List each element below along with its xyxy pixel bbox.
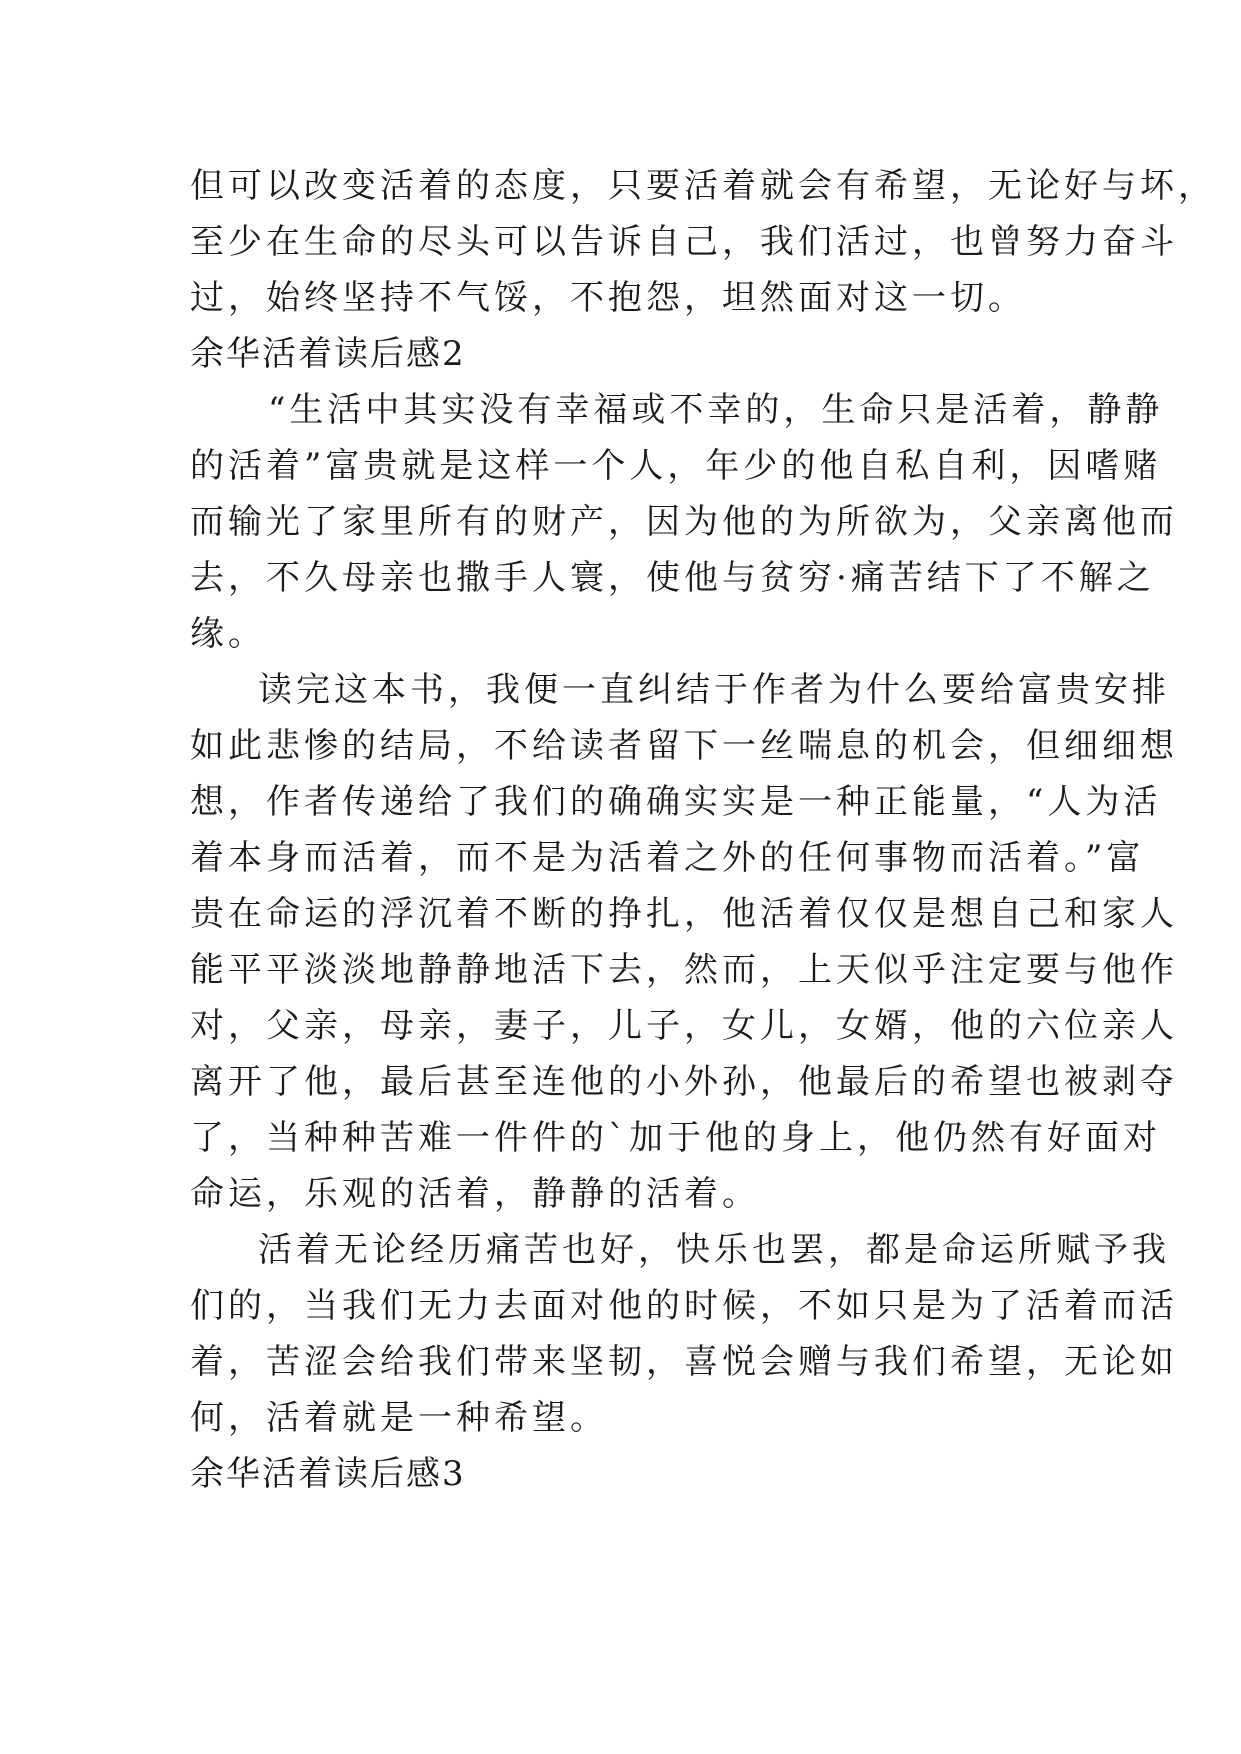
text-line: “生活中其实没有幸福或不幸的，生命只是活着，静静 <box>268 390 1164 430</box>
intro-paragraph <box>190 158 1216 326</box>
section-heading-2: 余华活着读后感2 <box>190 334 466 374</box>
text-line: 的活着”富贵就是这样一个人，年少的他自私自利，因嗜赌 <box>190 446 1162 486</box>
text-line: 去，不久母亲也撒手人寰，使他与贫穷·痛苦结下了不解之 <box>190 558 1155 598</box>
text-line: 着本身而活着，而不是为活着之外的任何事物而活着。”富 <box>190 838 1145 878</box>
text-line: 想，作者传递给了我们的确确实实是一种正能量，“人为活 <box>190 782 1162 822</box>
paragraph-2 <box>190 662 1178 1222</box>
text-line: 了，当种种苦难一件件的`加于他的身上，他仍然有好面对 <box>190 1118 1161 1158</box>
section-heading-3: 余华活着读后感3 <box>190 1454 466 1494</box>
text-line: 读完这本书，我便一直纠结于作者为什么要给富贵安排 <box>258 670 1170 710</box>
text-line: 着，苦涩会给我们带来坚韧，喜悦会赠与我们希望，无论如 <box>190 1342 1178 1382</box>
text-line: 过，始终坚持不气馁，不抱怨，坦然面对这一切。 <box>190 278 1026 318</box>
text-line: 而输光了家里所有的财产，因为他的为所欲为，父亲离他而 <box>190 502 1178 542</box>
text-line: 离开了他，最后甚至连他的小外孙，他最后的希望也被剥夺 <box>190 1062 1178 1102</box>
text-line: 如此悲惨的结局，不给读者留下一丝喘息的机会，但细细想 <box>190 726 1178 766</box>
paragraph-1 <box>190 382 1178 662</box>
text-line: 贵在命运的浮沉着不断的挣扎，他活着仅仅是想自己和家人 <box>190 894 1178 934</box>
text-line: 命运，乐观的活着，静静的活着。 <box>190 1174 760 1214</box>
document-page <box>190 158 1216 1502</box>
text-line: 们的，当我们无力去面对他的时候，不如只是为了活着而活 <box>190 1286 1178 1326</box>
text-line: 能平平淡淡地静静地活下去，然而，上天似乎注定要与他作 <box>190 950 1178 990</box>
text-line: 何，活着就是一种希望。 <box>190 1398 608 1438</box>
text-line: 活着无论经历痛苦也好，快乐也罢，都是命运所赋予我 <box>258 1230 1170 1270</box>
text-line: 缘。 <box>190 614 266 654</box>
text-line: 但可以改变活着的态度，只要活着就会有希望，无论好与坏， <box>190 166 1216 206</box>
text-line: 对，父亲，母亲，妻子，儿子，女儿，女婿，他的六位亲人 <box>190 1006 1178 1046</box>
paragraph-3 <box>190 1222 1178 1446</box>
text-line: 至少在生命的尽头可以告诉自己，我们活过，也曾努力奋斗 <box>190 222 1178 262</box>
